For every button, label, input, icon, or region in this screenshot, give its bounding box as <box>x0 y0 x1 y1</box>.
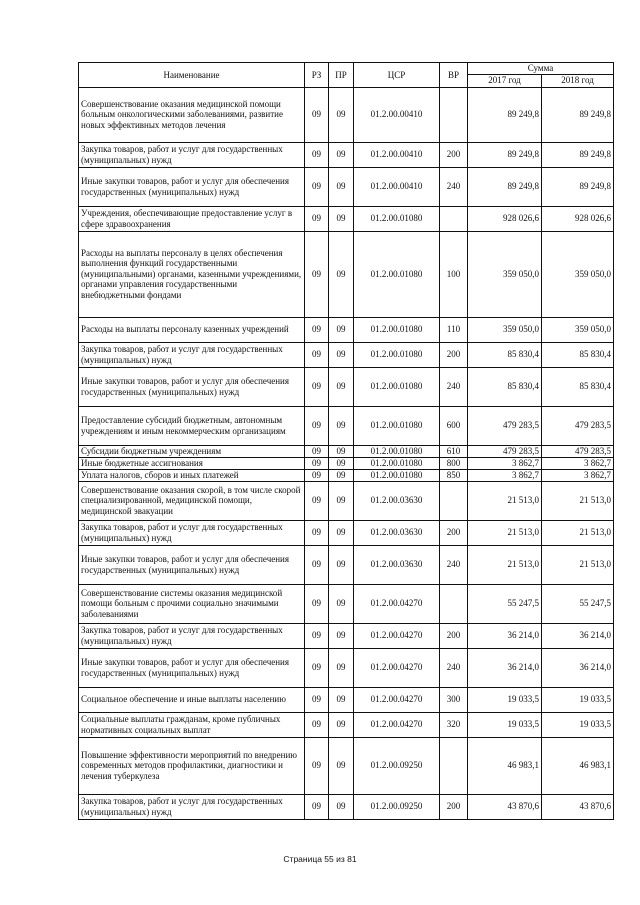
row-vr: 240 <box>440 648 468 687</box>
row-csr: 01.2.00.01080 <box>354 231 440 317</box>
row-pr: 09 <box>329 367 354 406</box>
row-amount-2018: 359 050,0 <box>542 231 614 317</box>
row-name: Закупка товаров, работ и услуг для государственных (муниципальных) нужд <box>79 142 305 167</box>
row-csr: 01.2.00.09250 <box>354 794 440 819</box>
row-amount-2018: 19 033,5 <box>542 712 614 737</box>
row-csr: 01.2.00.01080 <box>354 367 440 406</box>
row-amount-2018: 36 214,0 <box>542 648 614 687</box>
row-amount-2018: 89 249,8 <box>542 167 614 206</box>
row-amount-2017: 479 283,5 <box>468 406 542 445</box>
row-amount-2018: 89 249,8 <box>542 142 614 167</box>
row-amount-2017: 85 830,4 <box>468 367 542 406</box>
table-row <box>79 737 614 794</box>
page-number: Страница 55 из 81 <box>283 854 357 864</box>
table-row <box>79 584 614 623</box>
row-vr: 610 <box>440 445 468 457</box>
row-pr: 09 <box>329 206 354 231</box>
row-rz: 09 <box>305 687 329 712</box>
table-row <box>79 623 614 648</box>
row-name: Повышение эффективности мероприятий по внедрению современных методов профилактики, диагностики и лечения туберкулеза <box>79 737 305 794</box>
row-amount-2017: 19 033,5 <box>468 712 542 737</box>
row-rz: 09 <box>305 481 329 520</box>
row-pr: 09 <box>329 457 354 469</box>
row-amount-2018: 359 050,0 <box>542 317 614 342</box>
row-name: Иные закупки товаров, работ и услуг для обеспечения государственных (муниципальных) нужд <box>79 167 305 206</box>
row-amount-2018: 479 283,5 <box>542 445 614 457</box>
row-pr: 09 <box>329 687 354 712</box>
table-body <box>79 87 614 819</box>
row-amount-2017: 55 247,5 <box>468 584 542 623</box>
row-name: Учреждения, обеспечивающие предоставление услуг в сфере здравоохранения <box>79 206 305 231</box>
row-csr: 01.2.00.03630 <box>354 545 440 584</box>
row-csr: 01.2.00.01080 <box>354 457 440 469</box>
row-pr: 09 <box>329 142 354 167</box>
row-vr <box>440 481 468 520</box>
row-rz: 09 <box>305 648 329 687</box>
row-csr: 01.2.00.01080 <box>354 445 440 457</box>
table-row <box>79 342 614 367</box>
row-name: Социальное обеспечение и иные выплаты населению <box>79 687 305 712</box>
row-name: Иные закупки товаров, работ и услуг для обеспечения государственных (муниципальных) нужд <box>79 367 305 406</box>
row-amount-2017: 928 026,6 <box>468 206 542 231</box>
row-pr: 09 <box>329 231 354 317</box>
row-amount-2017: 36 214,0 <box>468 623 542 648</box>
table-row <box>79 167 614 206</box>
row-pr: 09 <box>329 87 354 142</box>
table-row <box>79 794 614 819</box>
row-amount-2018: 3 862,7 <box>542 457 614 469</box>
row-rz: 09 <box>305 87 329 142</box>
header-vr: ВР <box>440 63 468 88</box>
header-rz: РЗ <box>305 63 329 88</box>
row-vr: 320 <box>440 712 468 737</box>
row-amount-2018: 46 983,1 <box>542 737 614 794</box>
table-row <box>79 687 614 712</box>
row-name: Совершенствование оказания скорой, в том числе скорой специализированной, медицинской помощи, медицинской эвакуации <box>79 481 305 520</box>
row-csr: 01.2.00.01080 <box>354 342 440 367</box>
row-csr: 01.2.00.01080 <box>354 406 440 445</box>
table-row <box>79 457 614 469</box>
row-name: Закупка товаров, работ и услуг для государственных (муниципальных) нужд <box>79 794 305 819</box>
row-pr: 09 <box>329 545 354 584</box>
table-row <box>79 231 614 317</box>
row-amount-2017: 19 033,5 <box>468 687 542 712</box>
row-amount-2017: 3 862,7 <box>468 469 542 481</box>
row-csr: 01.2.00.09250 <box>354 737 440 794</box>
row-rz: 09 <box>305 445 329 457</box>
row-vr <box>440 584 468 623</box>
row-pr: 09 <box>329 406 354 445</box>
header-pr: ПР <box>329 63 354 88</box>
row-rz: 09 <box>305 231 329 317</box>
row-pr: 09 <box>329 794 354 819</box>
row-name: Уплата налогов, сборов и иных платежей <box>79 469 305 481</box>
row-amount-2017: 89 249,8 <box>468 167 542 206</box>
row-amount-2017: 89 249,8 <box>468 142 542 167</box>
row-pr: 09 <box>329 481 354 520</box>
row-amount-2017: 359 050,0 <box>468 231 542 317</box>
row-vr: 300 <box>440 687 468 712</box>
row-csr: 01.2.00.03630 <box>354 481 440 520</box>
row-amount-2018: 89 249,8 <box>542 87 614 142</box>
row-amount-2017: 46 983,1 <box>468 737 542 794</box>
row-vr: 200 <box>440 520 468 545</box>
row-rz: 09 <box>305 737 329 794</box>
table-row <box>79 87 614 142</box>
row-amount-2017: 85 830,4 <box>468 342 542 367</box>
table-row <box>79 206 614 231</box>
row-rz: 09 <box>305 206 329 231</box>
row-rz: 09 <box>305 167 329 206</box>
row-amount-2018: 21 513,0 <box>542 545 614 584</box>
header-name: Наименование <box>79 63 305 88</box>
row-rz: 09 <box>305 469 329 481</box>
row-vr: 800 <box>440 457 468 469</box>
row-rz: 09 <box>305 317 329 342</box>
row-csr: 01.2.00.04270 <box>354 648 440 687</box>
row-rz: 09 <box>305 712 329 737</box>
row-vr: 200 <box>440 794 468 819</box>
row-pr: 09 <box>329 623 354 648</box>
row-pr: 09 <box>329 648 354 687</box>
row-name: Расходы на выплаты персоналу казенных учреждений <box>79 317 305 342</box>
table-row <box>79 142 614 167</box>
row-csr: 01.2.00.00410 <box>354 142 440 167</box>
row-amount-2018: 928 026,6 <box>542 206 614 231</box>
header-csr: ЦСР <box>354 63 440 88</box>
table-row <box>79 481 614 520</box>
row-amount-2017: 21 513,0 <box>468 545 542 584</box>
row-pr: 09 <box>329 584 354 623</box>
table-row <box>79 520 614 545</box>
row-name: Иные закупки товаров, работ и услуг для обеспечения государственных (муниципальных) нужд <box>79 545 305 584</box>
row-amount-2017: 43 870,6 <box>468 794 542 819</box>
row-vr: 240 <box>440 367 468 406</box>
row-vr: 200 <box>440 623 468 648</box>
row-rz: 09 <box>305 794 329 819</box>
row-vr: 200 <box>440 142 468 167</box>
row-csr: 01.2.00.04270 <box>354 687 440 712</box>
header-sum: Сумма <box>468 63 614 75</box>
row-name: Иные закупки товаров, работ и услуг для обеспечения государственных (муниципальных) нужд <box>79 648 305 687</box>
row-vr: 240 <box>440 167 468 206</box>
row-vr <box>440 737 468 794</box>
table-row <box>79 648 614 687</box>
row-amount-2017: 359 050,0 <box>468 317 542 342</box>
row-csr: 01.2.00.01080 <box>354 206 440 231</box>
row-amount-2017: 89 249,8 <box>468 87 542 142</box>
row-csr: 01.2.00.00410 <box>354 87 440 142</box>
row-name: Закупка товаров, работ и услуг для государственных (муниципальных) нужд <box>79 623 305 648</box>
row-name: Закупка товаров, работ и услуг для государственных (муниципальных) нужд <box>79 520 305 545</box>
row-vr: 200 <box>440 342 468 367</box>
row-rz: 09 <box>305 545 329 584</box>
row-rz: 09 <box>305 520 329 545</box>
row-csr: 01.2.00.01080 <box>354 469 440 481</box>
row-rz: 09 <box>305 142 329 167</box>
row-rz: 09 <box>305 623 329 648</box>
table-row <box>79 317 614 342</box>
row-pr: 09 <box>329 469 354 481</box>
row-name: Закупка товаров, работ и услуг для государственных (муниципальных) нужд <box>79 342 305 367</box>
row-pr: 09 <box>329 317 354 342</box>
table-row <box>79 712 614 737</box>
table-row <box>79 469 614 481</box>
row-csr: 01.2.00.03630 <box>354 520 440 545</box>
row-name: Совершенствование системы оказания медицинской помощи больным с прочими социально значимыми заболеваниями <box>79 584 305 623</box>
row-vr: 850 <box>440 469 468 481</box>
row-rz: 09 <box>305 584 329 623</box>
row-amount-2018: 43 870,6 <box>542 794 614 819</box>
row-amount-2018: 479 283,5 <box>542 406 614 445</box>
table-row <box>79 367 614 406</box>
table-row <box>79 445 614 457</box>
row-pr: 09 <box>329 445 354 457</box>
row-amount-2018: 36 214,0 <box>542 623 614 648</box>
row-name: Предоставление субсидий бюджетным, автономным учреждениям и иным некоммерческим организациям <box>79 406 305 445</box>
row-amount-2017: 3 862,7 <box>468 457 542 469</box>
row-vr <box>440 206 468 231</box>
row-amount-2018: 85 830,4 <box>542 367 614 406</box>
row-name: Иные бюджетные ассигнования <box>79 457 305 469</box>
budget-table <box>78 62 614 820</box>
row-csr: 01.2.00.04270 <box>354 623 440 648</box>
row-amount-2018: 19 033,5 <box>542 687 614 712</box>
row-vr: 240 <box>440 545 468 584</box>
row-csr: 01.2.00.01080 <box>354 317 440 342</box>
row-vr <box>440 87 468 142</box>
row-name: Социальные выплаты гражданам, кроме публичных нормативных социальных выплат <box>79 712 305 737</box>
row-amount-2018: 55 247,5 <box>542 584 614 623</box>
table-row <box>79 545 614 584</box>
row-amount-2017: 479 283,5 <box>468 445 542 457</box>
row-amount-2018: 85 830,4 <box>542 342 614 367</box>
row-pr: 09 <box>329 737 354 794</box>
row-rz: 09 <box>305 342 329 367</box>
row-pr: 09 <box>329 520 354 545</box>
row-name: Совершенствование оказания медицинской помощи больным онкологическими заболеваниями, развитие новых эффективных методов лечения <box>79 87 305 142</box>
row-vr: 600 <box>440 406 468 445</box>
row-vr: 100 <box>440 231 468 317</box>
row-pr: 09 <box>329 167 354 206</box>
row-rz: 09 <box>305 457 329 469</box>
row-amount-2018: 21 513,0 <box>542 481 614 520</box>
row-amount-2018: 21 513,0 <box>542 520 614 545</box>
row-pr: 09 <box>329 342 354 367</box>
row-pr: 09 <box>329 712 354 737</box>
row-amount-2017: 21 513,0 <box>468 481 542 520</box>
row-amount-2018: 3 862,7 <box>542 469 614 481</box>
row-rz: 09 <box>305 406 329 445</box>
row-csr: 01.2.00.04270 <box>354 584 440 623</box>
row-amount-2017: 21 513,0 <box>468 520 542 545</box>
table-header <box>79 63 614 88</box>
row-vr: 110 <box>440 317 468 342</box>
table-row <box>79 406 614 445</box>
row-rz: 09 <box>305 367 329 406</box>
row-csr: 01.2.00.04270 <box>354 712 440 737</box>
row-name: Расходы на выплаты персоналу в целях обеспечения выполнения функций государственными (муниципальными) органами, казенными учреждениями, органами управления государственными внебюджетными фондами <box>79 231 305 317</box>
row-name: Субсидии бюджетным учреждениям <box>79 445 305 457</box>
row-amount-2017: 36 214,0 <box>468 648 542 687</box>
header-year-2018: 2018 год <box>542 74 614 87</box>
header-year-2017: 2017 год <box>468 74 542 87</box>
row-csr: 01.2.00.00410 <box>354 167 440 206</box>
